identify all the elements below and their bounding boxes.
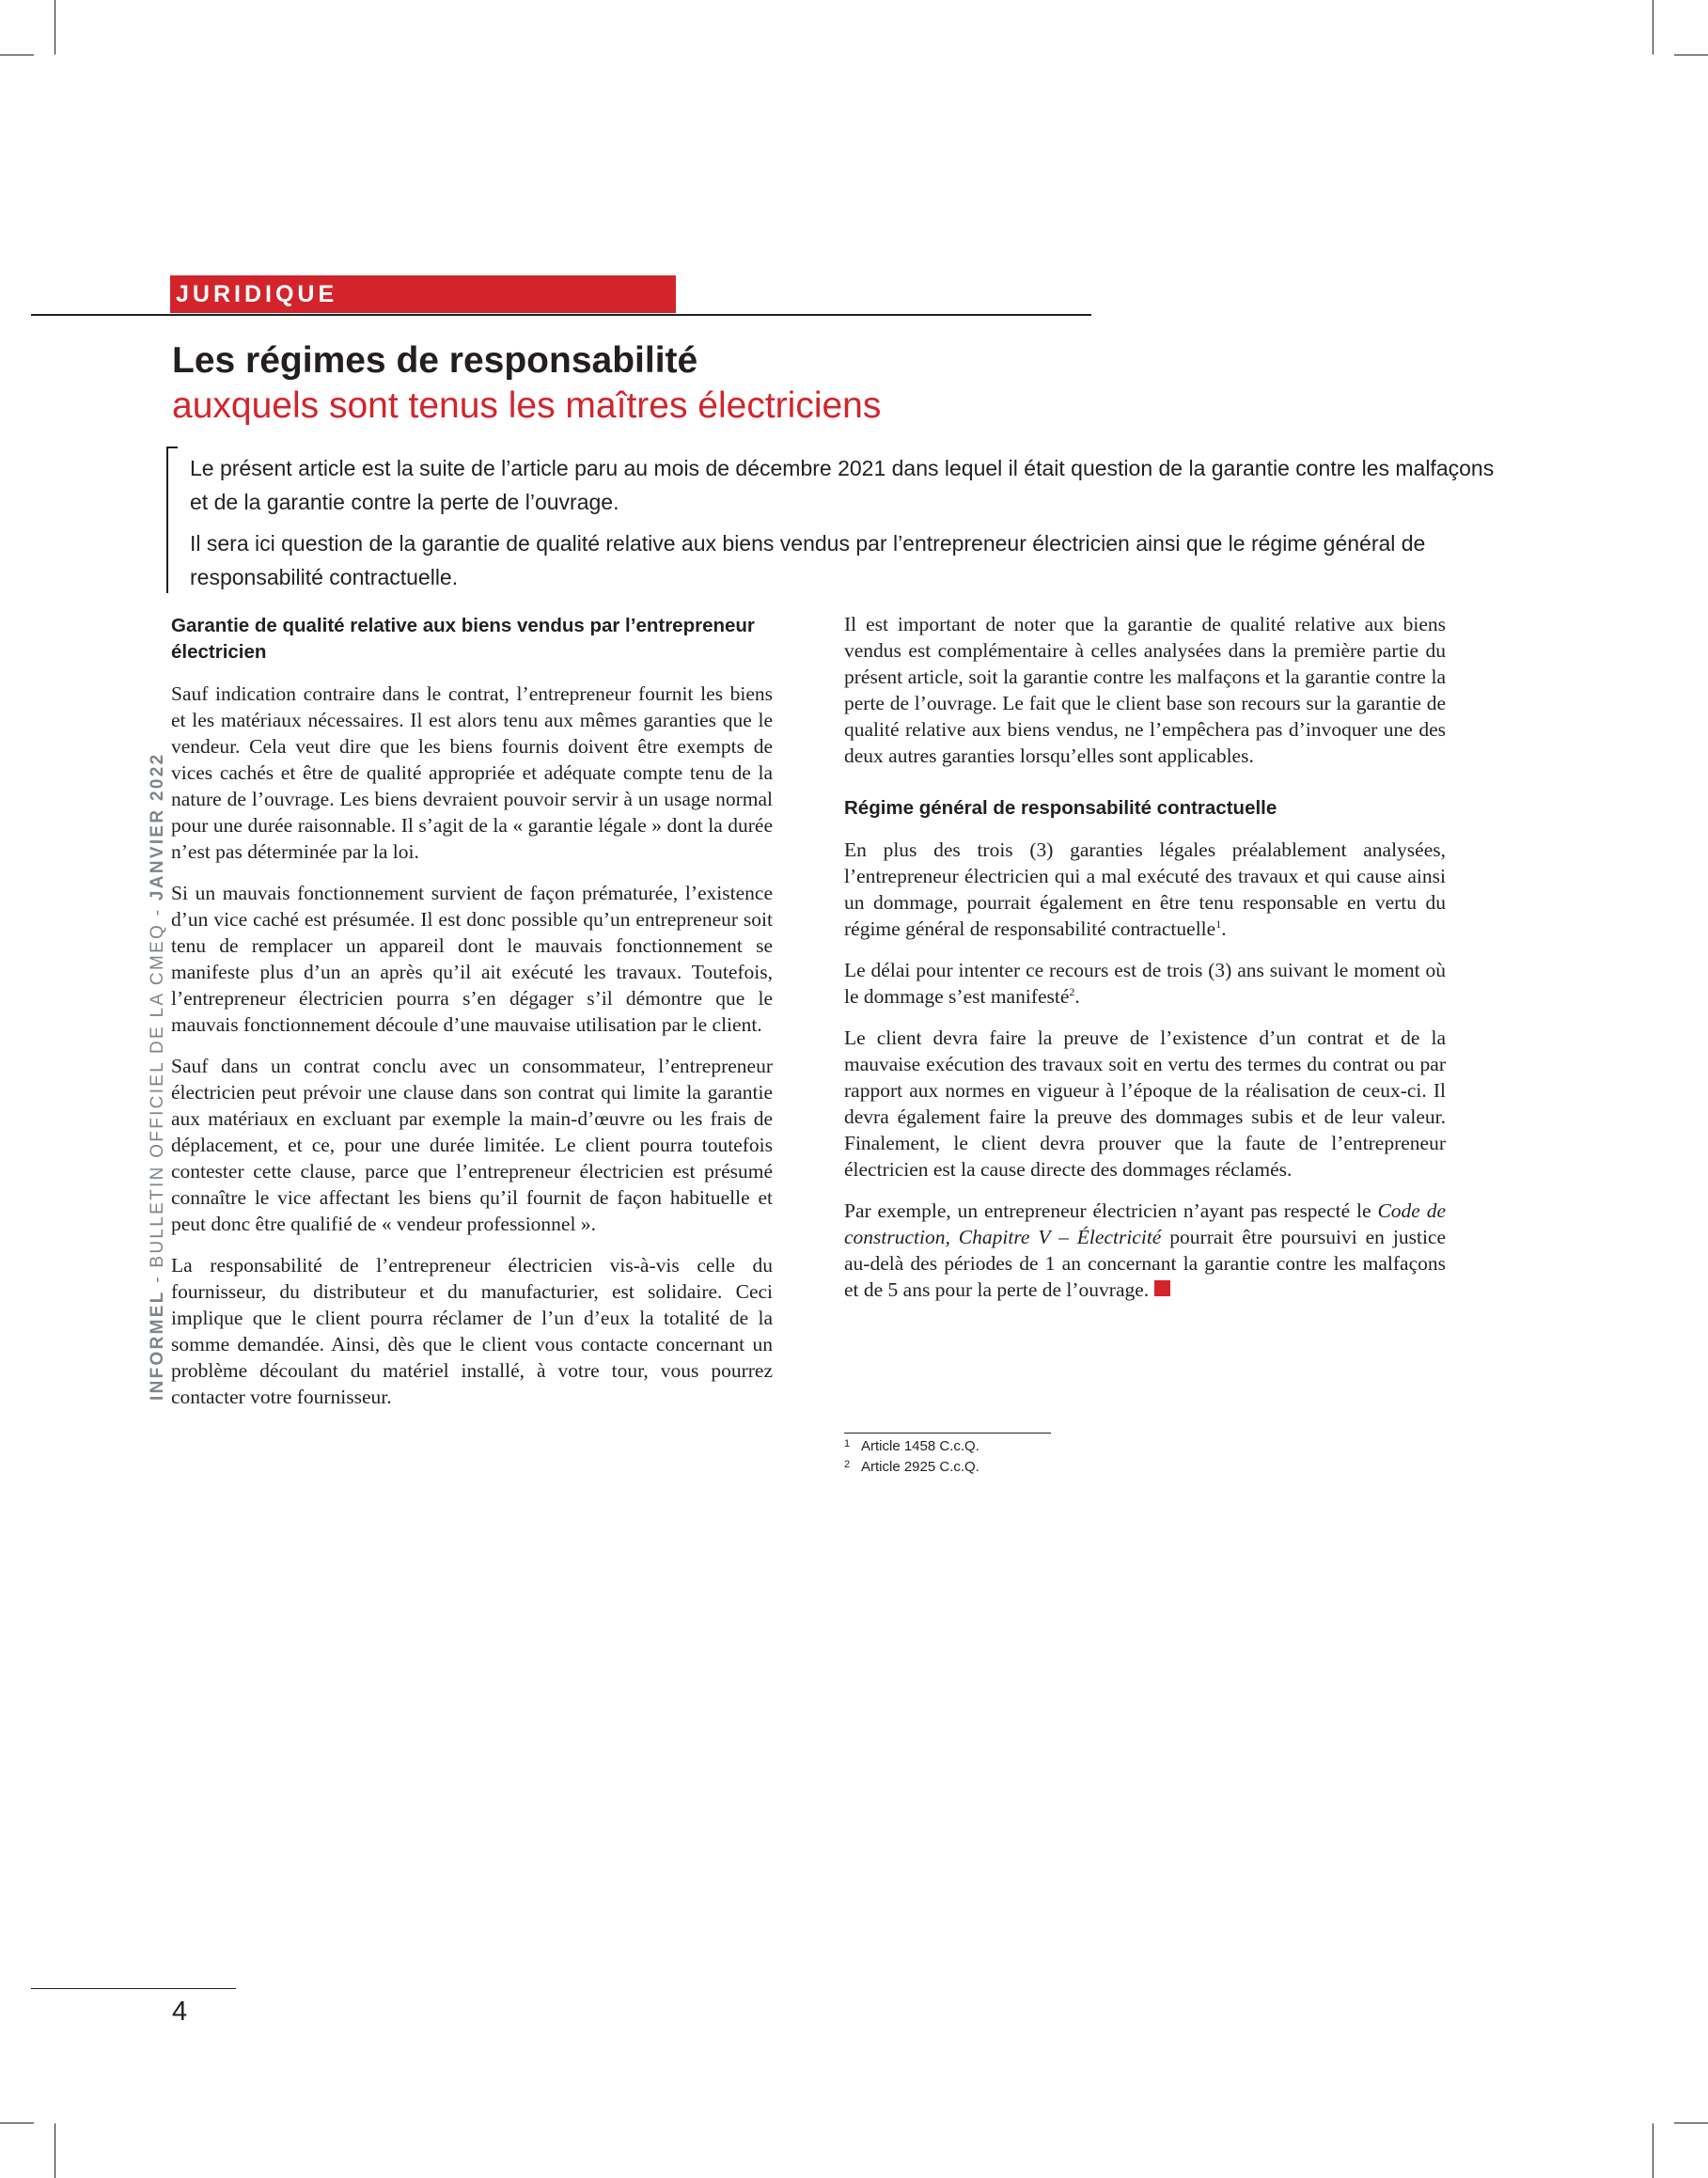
code-title: Code de construction, Chapitre V – Électricité (844, 1199, 1446, 1248)
body-paragraph: Sauf indication contraire dans le contrat, l’entrepreneur fournit les biens et les matériaux nécessaires. Il est alors tenu aux mêmes garanties que le vendeur. Cela veut dire que les biens fournis doivent être exempts de vices cachés et être de qualité appropriée et adéquate compte tenu de la nature de l’ouvrage. Les biens devraient pouvoir servir à un usage normal pour une durée raisonnable. Il s’agit de la « garantie légale » dont la durée n’est pas déterminée par la loi. (171, 682, 773, 863)
section-tag: JURIDIQUE (170, 275, 676, 313)
body-paragraph: Il est important de noter que la garantie de qualité relative aux biens vendus est complémentaire à celles analysées dans la première partie du présent article, soit la garantie contre les malfaçons et la garantie contre la perte de l’ouvrage. Le fait que le client base son recours sur la garantie de qualité relative aux biens vendus, ne l’empêchera pas d’invoquer une des deux autres garanties lorsqu’elles sont applicables. (844, 613, 1446, 767)
section-heading: Garantie de qualité relative aux biens vendus par l’entrepreneur électricien (171, 615, 755, 663)
section-heading: Régime général de responsabilité contractuelle (844, 797, 1277, 819)
paragraph-end: . (1221, 917, 1227, 940)
body-paragraph: Si un mauvais fonctionnement survient de façon prématurée, l’existence d’un vice caché est présumée. Il est donc possible qu’un entrepreneur soit tenu de remplacer un appareil dont le mauvais fonctionnement se manifeste plus d’un an après qu’il ait exécuté les travaux. Toutefois, l’entrepreneur électricien pourra s’en dégager s’il démontre que le mauvais fonctionnement découle d’une mauvaise utilisation par le client. (171, 882, 773, 1036)
separator: - (148, 1267, 167, 1291)
body-paragraph (844, 1198, 1446, 1303)
body-paragraph: Le client devra faire la preuve de l’existence d’un contrat et de la mauvaise exécution des travaux soit en vertu des termes du contrat ou par rapport aux normes en vigueur à l’époque de la réalisation de ceux-ci. Il devra également faire la preuve des dommages subis et de leur valeur. Finalement, le client devra prouver que la faute de l’entrepreneur électricien est la cause directe des dommages réclamés. (844, 1026, 1446, 1181)
footnote-text: Article 2925 C.c.Q. (861, 1459, 979, 1475)
page-number-rule (31, 1988, 236, 1989)
article-subtitle: auxquels sont tenus les maîtres électriciens (172, 385, 882, 426)
intro-bracket (166, 447, 178, 593)
footnote (844, 1436, 979, 1457)
footnote-ref: 1 (1215, 917, 1222, 931)
left-column (171, 613, 773, 1425)
side-running-title (148, 753, 168, 1401)
footnote-rule (844, 1433, 1051, 1434)
paragraph-text: pourrait être poursuivi en justice au-delà des périodes de 1 an concernant la garantie contre les malfaçons et de 5 ans pour la perte de l’ouvrage. (844, 1226, 1446, 1301)
footnote-number: 2 (844, 1459, 851, 1470)
separator: - (148, 901, 167, 923)
paragraph-text: Le délai pour intenter ce recours est de trois (3) ans suivant le moment où le dommage s’est manifesté (844, 959, 1446, 1008)
paragraph-end: . (1074, 985, 1080, 1008)
footnotes (844, 1436, 979, 1478)
page-number: 4 (172, 1997, 188, 2027)
body-paragraph: Sauf dans un contrat conclu avec un consommateur, l’entrepreneur électricien peut prévoir une clause dans son contrat qui limite la garantie aux matériaux en excluant par exemple la main-d’œuvre ou les frais de déplacement, et ce, pour une durée limitée. Le client pourra toutefois contester cette clause, parce que l’entrepreneur électricien est présumé connaître le vice affectant les biens qu’il fournit de façon habituelle et peut donc être qualifié de « vendeur professionnel ». (171, 1055, 773, 1235)
section-rule (31, 314, 1091, 316)
article-intro (190, 451, 1496, 602)
publication-descriptor: BULLETIN OFFICIEL DE LA CMEQ (148, 922, 167, 1268)
publication-name: INFORMEL (148, 1290, 167, 1401)
article-title: Les régimes de responsabilité (172, 340, 698, 381)
body-paragraph (844, 837, 1446, 942)
footnote (844, 1457, 979, 1478)
paragraph-text: Par exemple, un entrepreneur électricien n’ayant pas respecté le (844, 1199, 1378, 1222)
footnote-text: Article 1458 C.c.Q. (861, 1438, 979, 1454)
paragraph-text: En plus des trois (3) garanties légales préalablement analysées, l’entrepreneur électricien qui a mal exécuté des travaux et qui cause ainsi un dommage, pourrait également en être tenu responsable en vertu du régime général de responsabilité contractuelle (844, 838, 1446, 940)
footnote-ref: 2 (1069, 984, 1075, 998)
red-square-end-mark-icon (1154, 1280, 1170, 1296)
intro-paragraph: Il sera ici question de la garantie de qualité relative aux biens vendus par l’entrepreneur électricien ainsi que le régime général de responsabilité contractuelle. (190, 531, 1426, 589)
issue-date: JANVIER 2022 (148, 752, 167, 901)
right-column (844, 611, 1446, 1318)
body-paragraph: La responsabilité de l’entrepreneur électricien vis-à-vis celle du fournisseur, du distributeur et du manufacturier, est solidaire. Ceci implique que le client pourra réclamer de l’un d’eux la totalité de la somme demandée. Ainsi, dès que le client vous contacte concernant un problème découlant du matériel installé, à votre tour, vous pourrez contacter votre fournisseur. (171, 1254, 773, 1408)
body-paragraph (844, 957, 1446, 1010)
intro-paragraph: Le présent article est la suite de l’article paru au mois de décembre 2021 dans lequel il était question de la garantie contre les malfaçons et de la garantie contre la perte de l’ouvrage. (190, 456, 1495, 514)
footnote-number: 1 (844, 1438, 851, 1449)
